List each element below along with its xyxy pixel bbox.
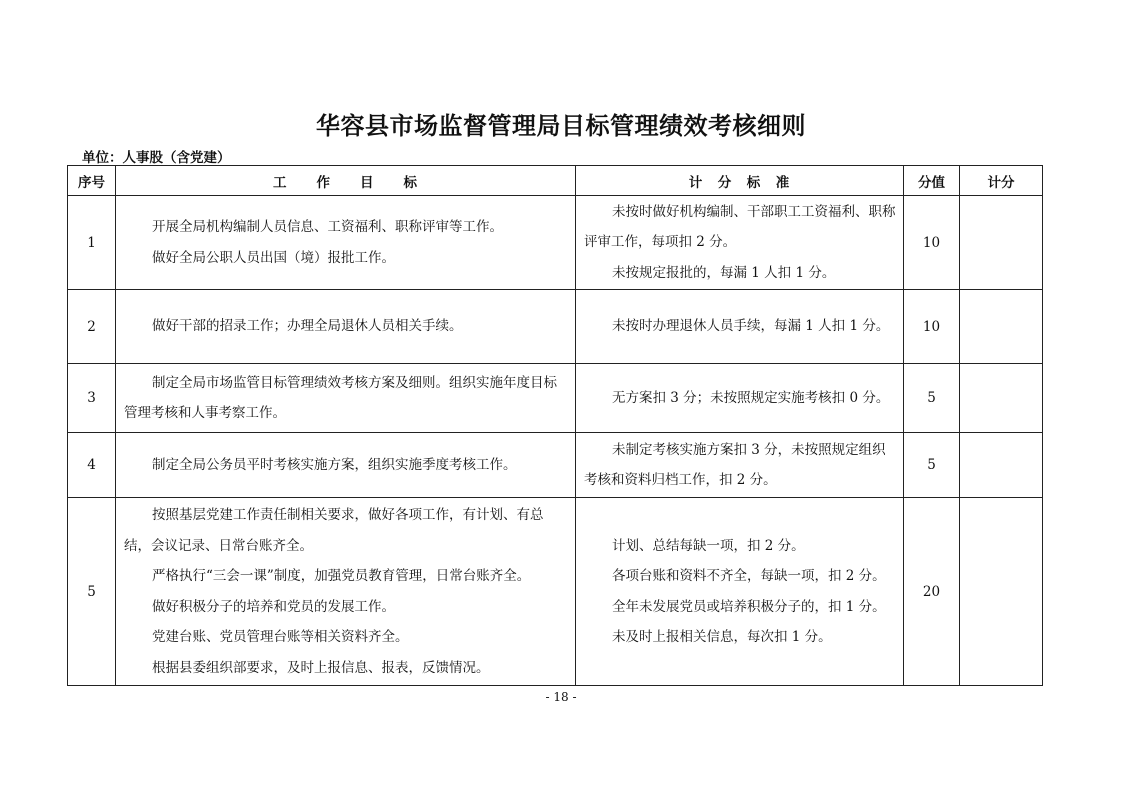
row-points [960,498,1043,686]
standard-text: 计划、总结每缺一项，扣 2 分。 [612,537,805,554]
standard-text: 未制定考核实施方案扣 3 分，未按照规定组织考核和资料归档工作，扣 2 分。 [584,441,886,488]
row-score: 10 [904,290,960,364]
row-no: 4 [68,433,116,498]
assessment-table [67,165,1043,686]
goal-text: 严格执行“三会一课”制度，加强党员教育管理，日常台账齐全。 [152,568,531,584]
standard-text: 无方案扣 3 分；未按照规定实施考核扣 0 分。 [612,389,890,406]
goal-text: 制定全局市场监管目标管理绩效考核方案及细则。组织实施年度目标管理考核和人事考察工作。 [124,374,557,421]
row-goals [116,196,576,290]
table-row [68,196,1043,290]
row-goals [116,433,576,498]
goal-text: 开展全局机构编制人员信息、工资福利、职称评审等工作。 [152,219,503,235]
row-points [960,290,1043,364]
row-points [960,196,1043,290]
row-standards [576,433,904,498]
standard-text: 各项台账和资料不齐全，每缺一项，扣 2 分。 [612,568,886,584]
table-header-row [68,166,1043,196]
row-score: 10 [904,196,960,290]
standard-text: 未按时做好机构编制、干部职工工资福利、职称评审工作，每项扣 2 分。 [584,203,896,251]
row-standards [576,364,904,433]
row-score: 20 [904,498,960,686]
row-score: 5 [904,433,960,498]
header-standard: 计 分 标 准 [576,166,904,196]
header-goal: 工 作 目 标 [116,166,576,196]
row-points [960,433,1043,498]
row-standards [576,196,904,290]
page-number: - 18 - [545,690,577,704]
goal-text: 根据县委组织部要求，及时上报信息、报表，反馈情况。 [152,659,490,676]
row-goals [116,364,576,433]
row-standards [576,498,904,686]
document-title: 华容县市场监督管理局目标管理绩效考核细则 [316,112,806,140]
row-points [960,364,1043,433]
row-no: 3 [68,364,116,433]
header-points: 计分 [960,166,1043,196]
row-score: 5 [904,364,960,433]
goal-text: 按照基层党建工作责任制相关要求，做好各项工作，有计划、有总结，会议记录、日常台账齐全。 [124,507,544,554]
row-no: 5 [68,498,116,686]
row-standards [576,290,904,364]
table-row [68,364,1043,433]
row-goals [116,498,576,686]
standard-text: 未按规定报批的，每漏 1 人扣 1 分。 [612,264,836,281]
header-score: 分值 [904,166,960,196]
table-row [68,498,1043,686]
goal-text: 党建台账、党员管理台账等相关资料齐全。 [152,629,409,645]
row-goals [116,290,576,364]
row-no: 1 [68,196,116,290]
standard-text: 未按时办理退休人员手续，每漏 1 人扣 1 分。 [612,318,890,335]
header-no: 序号 [68,166,116,196]
row-no: 2 [68,290,116,364]
unit-label: 单位：人事股（含党建） [82,150,231,166]
goal-text: 做好干部的招录工作；办理全局退休人员相关手续。 [152,318,463,335]
goal-text: 做好全局公职人员出国（境）报批工作。 [152,249,395,266]
standard-text: 未及时上报相关信息，每次扣 1 分。 [612,629,832,645]
table-row [68,433,1043,498]
goal-text: 制定全局公务员平时考核实施方案，组织实施季度考核工作。 [152,456,517,473]
goal-text: 做好积极分子的培养和党员的发展工作。 [152,598,395,615]
standard-text: 全年未发展党员或培养积极分子的，扣 1 分。 [612,598,886,615]
table-row [68,290,1043,364]
